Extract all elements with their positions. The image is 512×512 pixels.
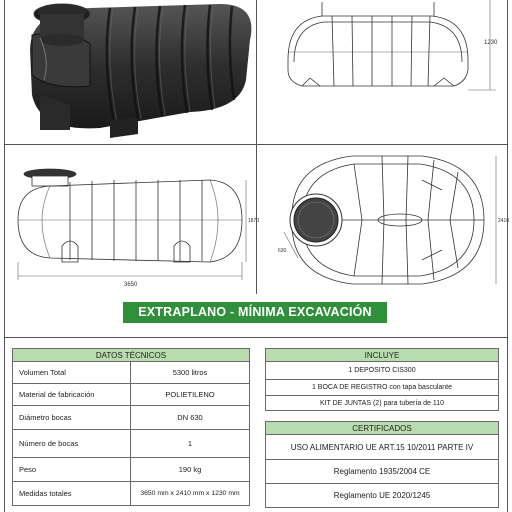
divider-middle	[4, 337, 508, 338]
tank-photo	[10, 0, 254, 140]
row-value: 5300 litros	[172, 368, 208, 377]
list-item: 1 BOCA DE REGISTRO con tapa basculante	[265, 380, 499, 396]
row-value: POLIETILENO	[165, 390, 215, 399]
side-height-dim: 1230	[484, 40, 498, 46]
top-plan-drawing	[262, 150, 510, 292]
row-label: Diámetro bocas	[13, 406, 131, 429]
table-row	[12, 384, 250, 406]
list-item: USO ALIMENTARIO UE ART.15 10/2011 PARTE IV	[265, 435, 499, 460]
list-item: Reglamento UE 2020/1245	[265, 484, 499, 508]
front-length-dim: 3650	[124, 282, 138, 288]
row-label: Número de bocas	[13, 430, 131, 457]
side-elevation-drawing	[262, 0, 504, 140]
list-item: Reglamento 1935/2004 CE	[265, 460, 499, 484]
row-value: 3650 mm x 2410 mm x 1230 mm	[140, 490, 240, 497]
front-height-dim: 1870	[248, 218, 260, 224]
list-item: 1 DEPOSITO CIS300	[265, 362, 499, 380]
top-diameter-dim: 630	[278, 248, 287, 254]
table-row	[12, 430, 250, 458]
table-row	[12, 362, 250, 384]
product-banner: EXTRAPLANO - MÍNIMA EXCAVACIÓN	[123, 302, 387, 323]
front-elevation-drawing	[10, 150, 260, 292]
row-value: 1	[187, 439, 193, 448]
incluye-header: INCLUYE	[265, 348, 499, 362]
row-label: Material de fabricación	[13, 384, 131, 405]
datos-header: DATOS TÉCNICOS	[12, 348, 250, 362]
row-label: Medidas totales	[13, 482, 131, 505]
divider-vertical-top	[256, 0, 257, 144]
row-value: 190 kg	[178, 465, 202, 474]
list-item: KIT DE JUNTAS (2) para tubería de 110	[265, 396, 499, 411]
certificados-header: CERTIFICADOS	[265, 421, 499, 435]
row-value: DN 630	[177, 413, 203, 422]
table-row	[12, 406, 250, 430]
table-row	[12, 458, 250, 482]
row-label: Volumen Total	[13, 362, 131, 383]
row-label: Peso	[13, 458, 131, 481]
top-width-dim: 2410	[498, 218, 510, 224]
table-row	[12, 482, 250, 506]
